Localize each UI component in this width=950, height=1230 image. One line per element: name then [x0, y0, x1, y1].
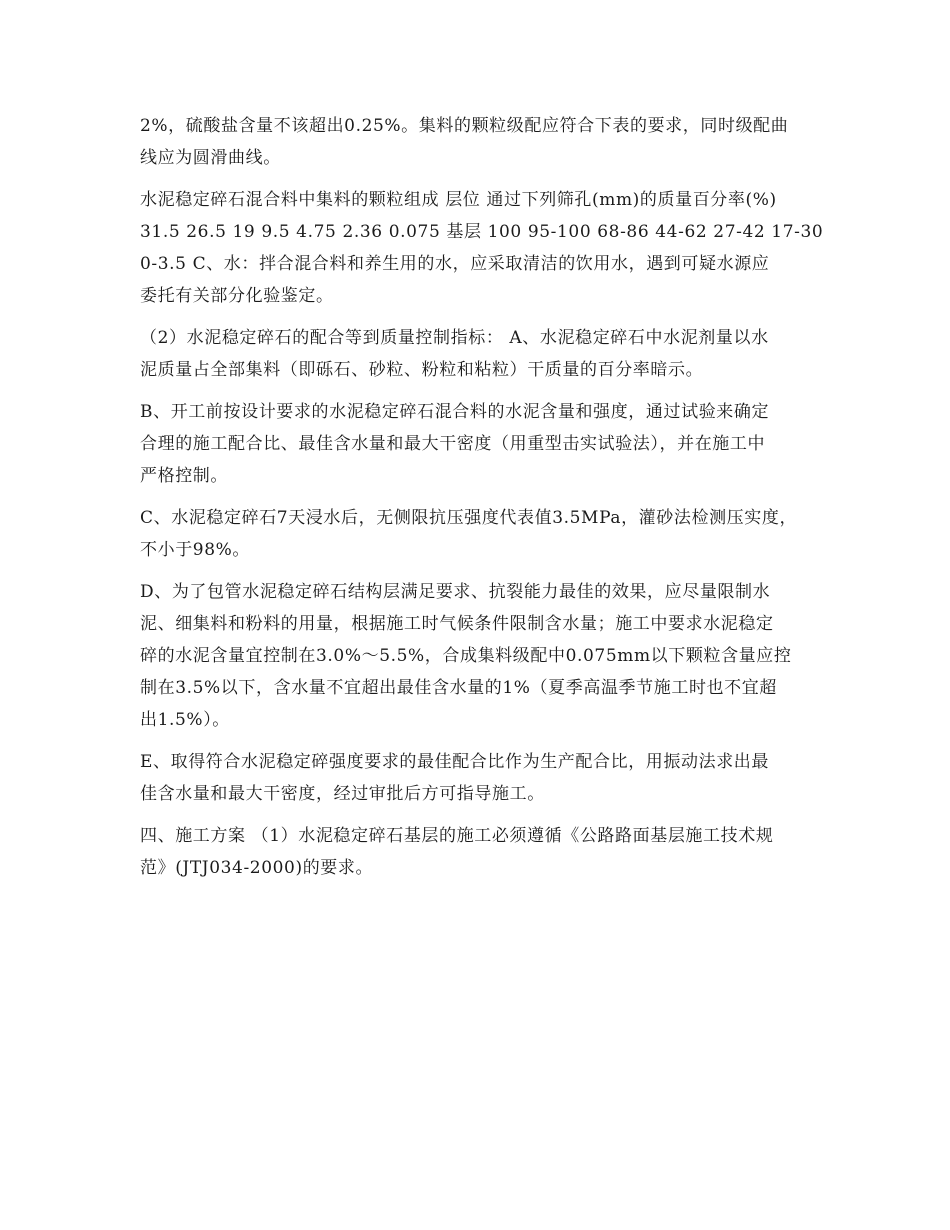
- text-line: 四、施工方案 （1）水泥稳定碎石基层的施工必须遵循《公路路面基层施工技术规: [140, 826, 774, 846]
- text-line: 委托有关部分化验鉴定。: [140, 286, 334, 306]
- text-line: C、水泥稳定碎石7天浸水后，无侧限抗压强度代表值3.5MPa，灌砂法检测压实度，: [140, 508, 798, 528]
- paragraph-2: [140, 184, 824, 312]
- text-line: 泥质量占全部集料（即砾石、砂粒、粉粒和粘粒）干质量的百分率暗示。: [140, 360, 704, 380]
- paragraph-7: [140, 746, 812, 810]
- document-body: [140, 110, 824, 884]
- text-line: （2）水泥稳定碎石的配合等到质量控制指标： A、水泥稳定碎石中水泥剂量以水: [140, 328, 769, 348]
- paragraph-8: [140, 820, 812, 884]
- paragraph-1: [140, 110, 812, 174]
- text-line: 2%，硫酸盐含量不该超出0.25%。集料的颗粒级配应符合下表的要求，同时级配曲: [140, 116, 789, 136]
- paragraph-6: [140, 576, 812, 736]
- text-line: 水泥稳定碎石混合料中集料的颗粒组成 层位 通过下列筛孔(mm)的质量百分率(%): [140, 190, 777, 210]
- text-line: 31.5 26.5 19 9.5 4.75 2.36 0.075 基层 100 95-100 68-86 44-62 27-42 17-30: [140, 222, 824, 242]
- paragraph-5: [140, 502, 812, 566]
- text-line: 不小于98%。: [140, 540, 250, 560]
- paragraph-4: [140, 396, 812, 492]
- text-line: 范》(JTJ034-2000)的要求。: [140, 858, 374, 878]
- paragraph-3: [140, 322, 812, 386]
- text-line: 线应为圆滑曲线。: [140, 148, 281, 168]
- text-line: 制在3.5%以下，含水量不宜超出最佳含水量的1%（夏季高温季节施工时也不宜超: [140, 678, 777, 698]
- text-line: 严格控制。: [140, 466, 228, 486]
- text-line: 出1.5%）。: [140, 710, 230, 730]
- text-line: 泥、细集料和粉料的用量，根据施工时气候条件限制含水量；施工中要求水泥稳定: [140, 614, 774, 634]
- text-line: E、取得符合水泥稳定碎强度要求的最佳配合比作为生产配合比，用振动法求出最: [140, 752, 770, 772]
- text-line: B、开工前按设计要求的水泥稳定碎石混合料的水泥含量和强度，通过试验来确定: [140, 402, 770, 422]
- text-line: 碎的水泥含量宜控制在3.0%～5.5%，合成集料级配中0.075mm以下颗粒含量应控: [140, 646, 792, 666]
- text-line: D、为了包管水泥稳定碎石结构层满足要求、抗裂能力最佳的效果，应尽量限制水: [140, 582, 771, 602]
- text-line: 佳含水量和最大干密度，经过审批后方可指导施工。: [140, 784, 545, 804]
- text-line: 0-3.5 C、水：拌合混合料和养生用的水，应采取清洁的饮用水，遇到可疑水源应: [140, 254, 770, 274]
- text-line: 合理的施工配合比、最佳含水量和最大干密度（用重型击实试验法），并在施工中: [140, 434, 766, 454]
